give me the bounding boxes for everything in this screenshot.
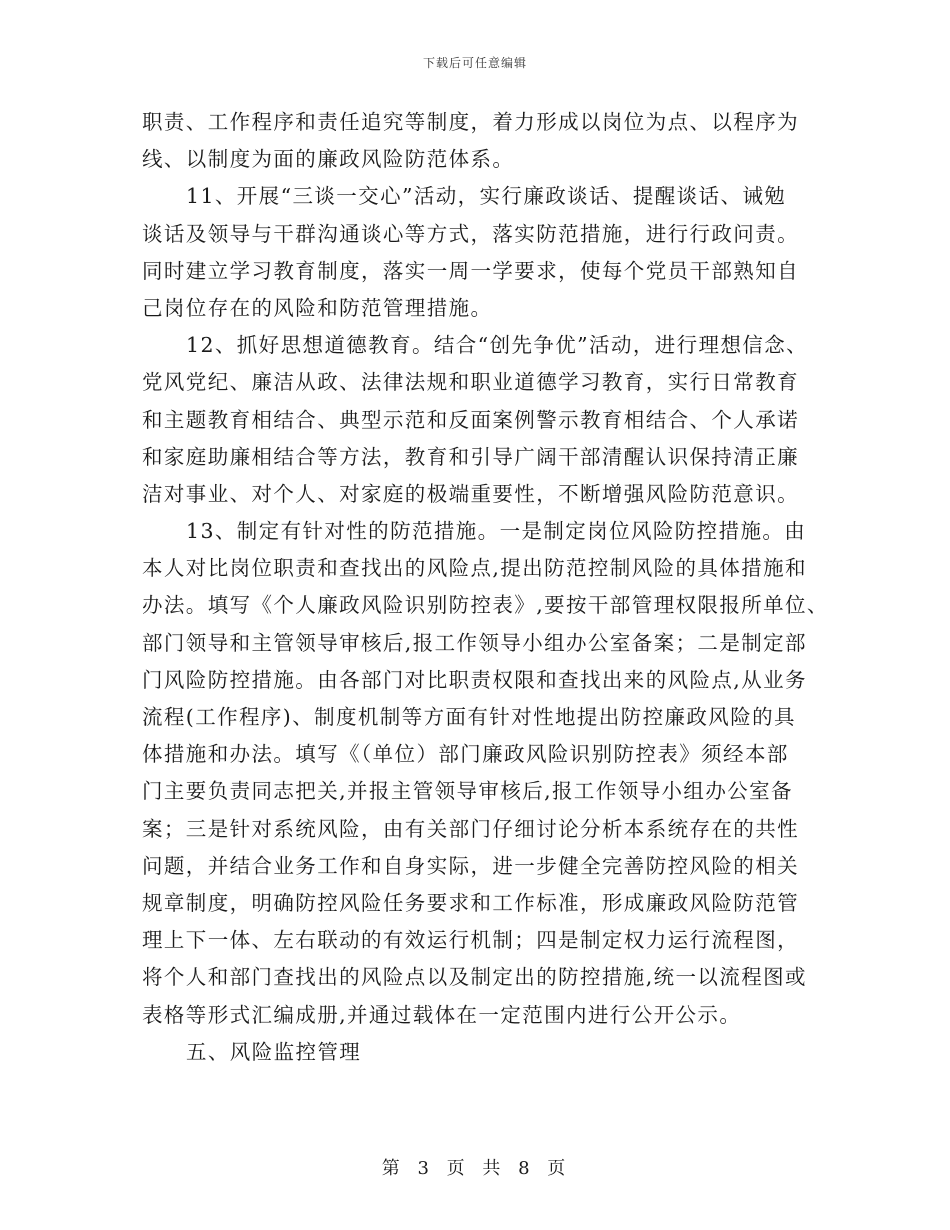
paragraph-start-13: 13、制定有针对性的防范措施。一是制定岗位风险防控措施。由 <box>186 519 807 544</box>
text-line: 表格等形式汇编成册,并通过载体在一定范围内进行公开公示。 <box>142 1002 742 1027</box>
text-line: 理上下一体、左右联动的有效运行机制；四是制定权力运行流程图， <box>142 928 799 953</box>
text-line: 洁对事业、对个人、对家庭的极端重要性，不断增强风险防范意识。 <box>142 481 799 506</box>
text-line: 门主要负责同志把关,并报主管领导审核后,报工作领导小组办公室备 <box>142 779 793 804</box>
text-line: 将个人和部门查找出的风险点以及制定出的防控措施,统一以流程图或 <box>142 965 807 990</box>
section-heading: 五、风险监控管理 <box>186 1039 362 1064</box>
text-line: 流程(工作程序)、制度机制等方面有针对性地提出防控廉政风险的具 <box>142 705 796 729</box>
text-line: 本人对比岗位职责和查找出的风险点,提出防范控制风险的具体措施和 <box>142 556 807 581</box>
text-line: 谈话及领导与干群沟通谈心等方式，落实防范措施，进行行政问责。 <box>142 221 799 246</box>
text-line: 门风险防控措施。由各部门对比职责权限和查找出来的风险点,从业务 <box>142 667 807 692</box>
text-line: 问题，并结合业务工作和自身实际，进一步健全完善防控风险的相关 <box>142 853 799 878</box>
paragraph-start-11: 11、开展“三谈一交心”活动，实行廉政谈话、提醒谈话、诫勉 <box>186 184 787 209</box>
text-line: 同时建立学习教育制度，落实一周一学要求，使每个党员干部熟知自 <box>142 258 799 283</box>
text-line: 党风党纪、廉洁从政、法律法规和职业道德学习教育，实行日常教育 <box>142 370 799 395</box>
text-line: 体措施和办法。填写《（单位）部门廉政风险识别防控表》须经本部 <box>142 742 789 767</box>
page-number: 第 3 页 共 8 页 <box>381 1158 569 1179</box>
text-line: 线、以制度为面的廉政风险防范体系。 <box>142 147 515 172</box>
text-line: 职责、工作程序和责任追究等制度，着力形成以岗位为点、以程序为 <box>142 110 799 134</box>
document-body <box>142 104 829 1071</box>
page-header: 下载后可任意编辑 <box>422 56 527 70</box>
text-line: 己岗位存在的风险和防范管理措施。 <box>142 295 493 320</box>
text-line: 案；三是针对系统风险，由有关部门仔细讨论分析本系统存在的共性 <box>142 816 799 841</box>
text-line: 和主题教育相结合、典型示范和反面案例警示教育相结合、个人承诺 <box>142 407 799 432</box>
text-line: 部门领导和主管领导审核后,报工作领导小组办公室备案；二是制定部 <box>142 630 807 655</box>
text-line: 办法。填写《个人廉政风险识别防控表》,要按干部管理权限报所单位、 <box>142 593 829 618</box>
paragraph-start-12: 12、抓好思想道德教育。结合“创先争优”活动，进行理想信念、 <box>186 333 809 358</box>
text-line: 规章制度，明确防控风险任务要求和工作标准，形成廉政风险防范管 <box>142 890 799 915</box>
text-line: 和家庭助廉相结合等方法，教育和引导广阔干部清醒认识保持清正廉 <box>142 444 799 469</box>
